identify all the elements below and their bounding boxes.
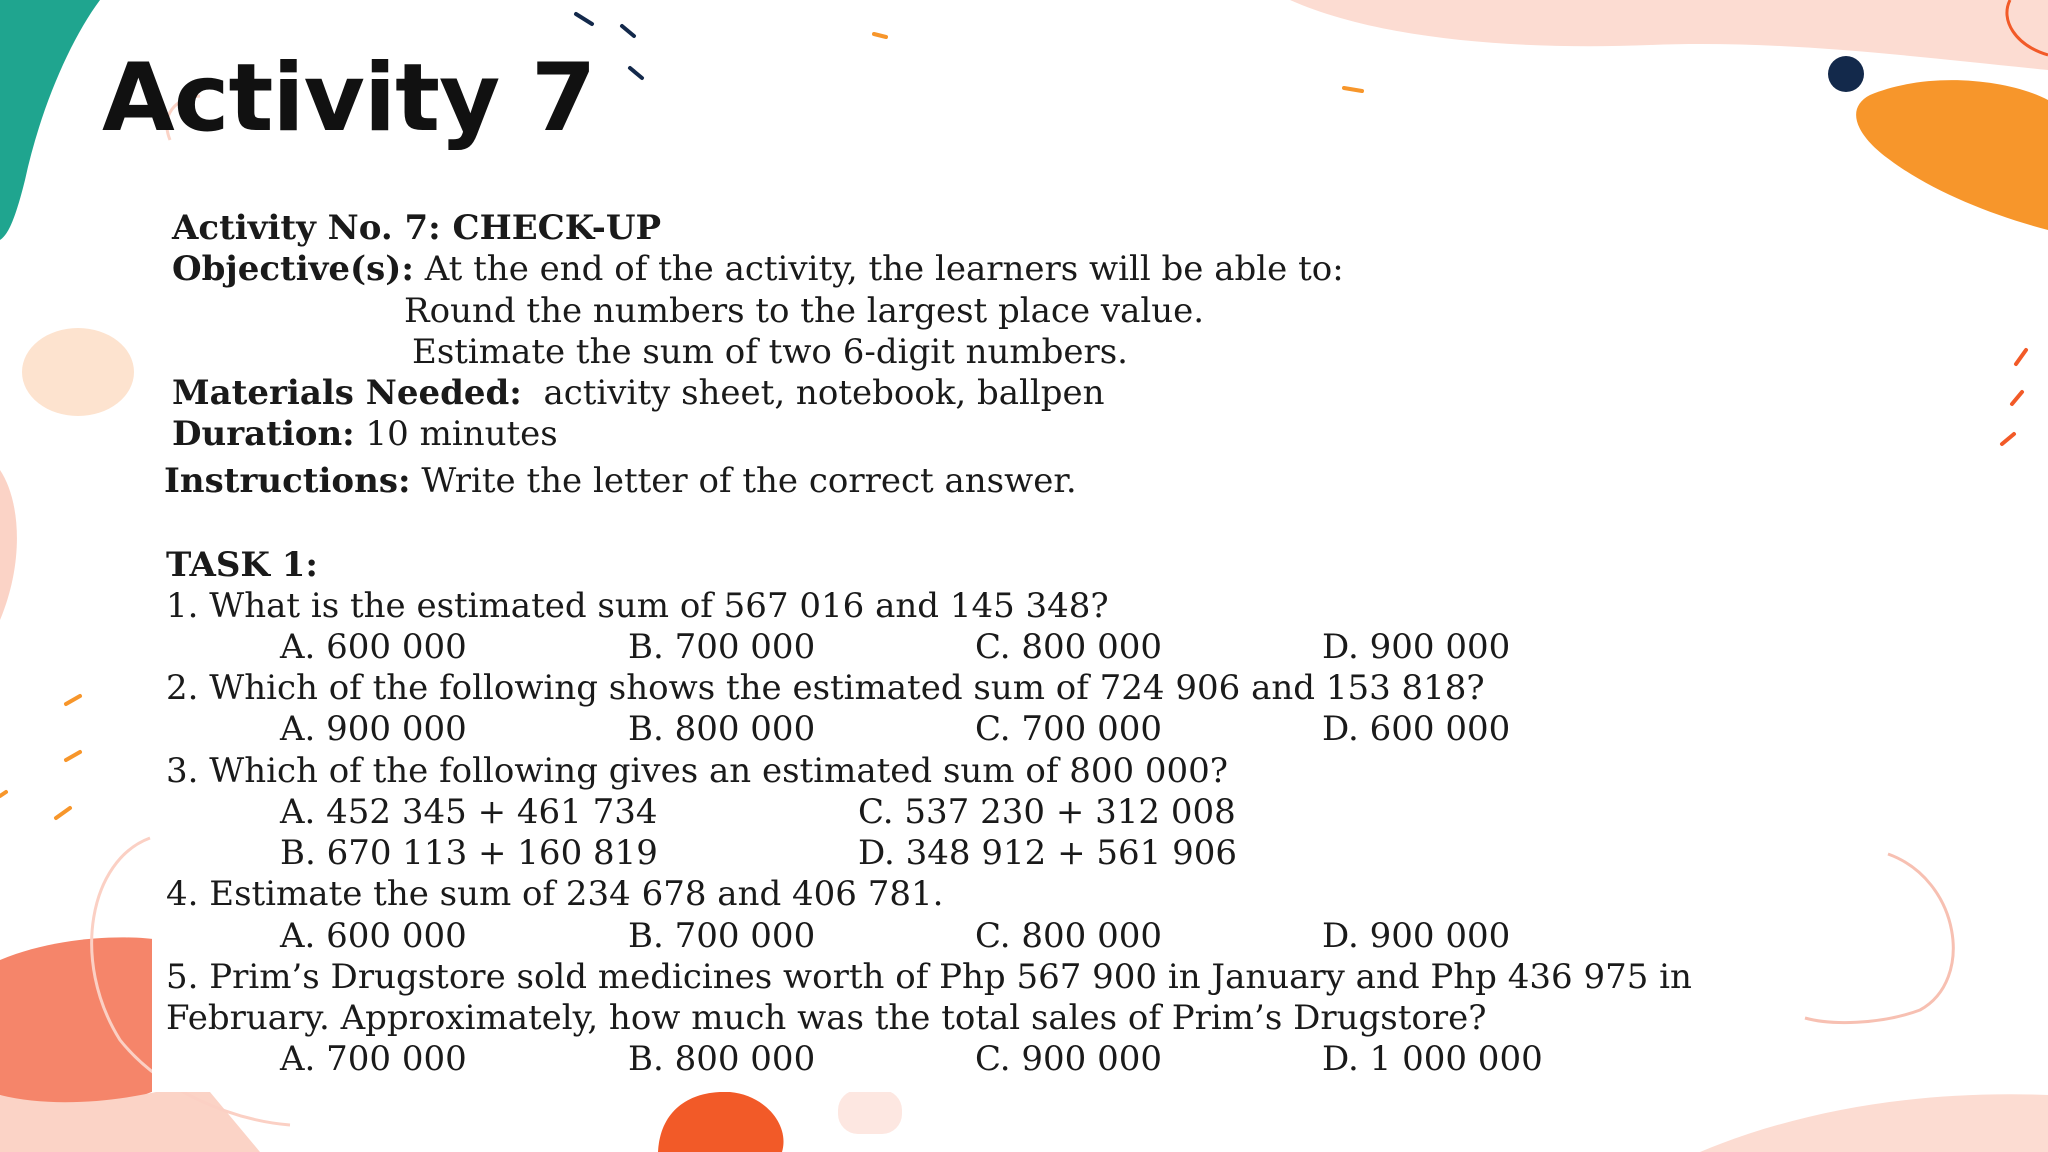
worksheet-image	[152, 196, 1752, 1092]
q2-choice-b: B. 800 000	[628, 709, 816, 749]
q2-choice-a: A. 900 000	[280, 709, 467, 749]
question-3: 3. Which of the following gives an estimated sum of 800 000?	[166, 751, 1229, 791]
objective-intro: At the end of the activity, the learners will be able to:	[424, 249, 1344, 289]
peach-dot-left	[22, 328, 134, 416]
q4-choice-a: A. 600 000	[280, 916, 467, 956]
question-1: 1. What is the estimated sum of 567 016 and 145 348?	[166, 586, 1109, 626]
q4-choice-d: D. 900 000	[1322, 916, 1511, 956]
duration-label: Duration:	[172, 414, 355, 454]
instructions-value: Write the letter of the correct answer.	[421, 461, 1077, 501]
q3-choice-a: A. 452 345 + 461 734	[280, 792, 658, 832]
objective-label: Objective(s):	[172, 249, 414, 289]
navy-dot	[1828, 56, 1864, 92]
task-label: TASK 1:	[166, 545, 318, 585]
materials-line	[172, 373, 1105, 413]
q5-choice-b: B. 800 000	[628, 1039, 816, 1079]
q5-choice-c: C. 900 000	[975, 1039, 1163, 1079]
q5-choice-a: A. 700 000	[280, 1039, 467, 1079]
q4-choice-c: C. 800 000	[975, 916, 1163, 956]
pink-outline-arc-right	[1805, 854, 1953, 1023]
materials-label: Materials Needed:	[172, 373, 522, 413]
q3-choice-c: C. 537 230 + 312 008	[858, 792, 1236, 832]
q3-choice-b: B. 670 113 + 160 819	[280, 833, 658, 873]
q1-choice-c: C. 800 000	[975, 627, 1163, 667]
question-4: 4. Estimate the sum of 234 678 and 406 781.	[166, 874, 944, 914]
instructions-label: Instructions:	[164, 461, 411, 501]
duration-line	[172, 414, 558, 454]
question-5-line-2: February. Approximately, how much was the total sales of Prim’s Drugstore?	[166, 998, 1487, 1038]
peach-blob-bottom-right	[1700, 1094, 2048, 1152]
q2-choice-c: C. 700 000	[975, 709, 1163, 749]
materials-value: activity sheet, notebook, ballpen	[543, 373, 1105, 413]
duration-value: 10 minutes	[365, 414, 558, 454]
orange-blob-right	[1856, 80, 2048, 230]
activity-heading: Activity No. 7: CHECK-UP	[172, 208, 662, 248]
q5-choice-d: D. 1 000 000	[1322, 1039, 1543, 1079]
coral-dash-marks	[2002, 350, 2026, 444]
light-pink-pill-bottom	[838, 1090, 902, 1134]
teal-corner-shape	[0, 0, 100, 240]
objective-item-1: Round the numbers to the largest place value.	[404, 291, 1205, 331]
red-orange-blob-bottom	[658, 1092, 783, 1152]
q1-choice-d: D. 900 000	[1322, 627, 1511, 667]
objective-item-2: Estimate the sum of two 6-digit numbers.	[412, 332, 1128, 372]
pink-left-edge	[0, 470, 17, 620]
q1-choice-b: B. 700 000	[628, 627, 816, 667]
objective-line	[172, 249, 1344, 289]
coral-blob-bottom-left	[0, 937, 175, 1106]
q2-choice-d: D. 600 000	[1322, 709, 1511, 749]
q4-choice-b: B. 700 000	[628, 916, 816, 956]
question-5-line-1: 5. Prim’s Drugstore sold medicines worth of Php 567 900 in January and Php 436 975 in	[166, 957, 1692, 997]
slide-title: Activity 7	[102, 44, 596, 153]
question-2: 2. Which of the following shows the estimated sum of 724 906 and 153 818?	[166, 668, 1485, 708]
peach-top-band	[1290, 0, 2048, 70]
instructions-line	[164, 461, 1077, 501]
q1-choice-a: A. 600 000	[280, 627, 467, 667]
q3-choice-d: D. 348 912 + 561 906	[858, 833, 1237, 873]
